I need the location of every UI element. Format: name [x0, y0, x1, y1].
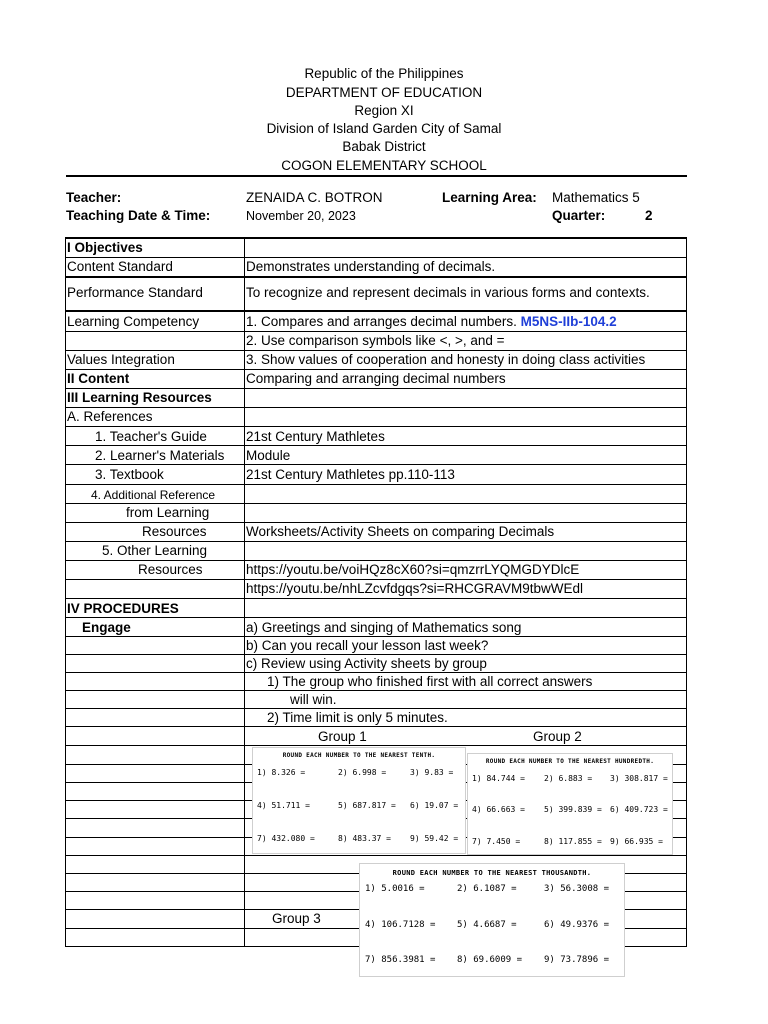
engage-label: Engage	[82, 620, 131, 635]
worksheet-nearest-thousandth	[359, 863, 625, 977]
other-resources-label: Resources	[138, 562, 203, 577]
group-3-label: Group 3	[272, 911, 321, 926]
worksheet-item: 9) 73.7896 =	[544, 955, 610, 965]
values-integration-value: 3. Show values of cooperation and honesty in doing class activities	[246, 352, 646, 367]
worksheet-item: 4) 66.663 =	[472, 805, 525, 814]
teacher-label: Teacher:	[66, 190, 122, 205]
worksheet-item: 4) 51.711 =	[257, 801, 310, 810]
other-learning-label: 5. Other Learning	[102, 543, 208, 558]
school-name: COGON ELEMENTARY SCHOOL	[281, 158, 487, 173]
quarter-label: Quarter:	[552, 208, 606, 223]
rule-1: 1) The group who finished first with all correct answers	[267, 674, 593, 689]
worksheet-item: 8) 483.37 =	[338, 834, 391, 843]
worksheet-item: 8) 117.855 =	[544, 837, 602, 846]
engage-step-b: b) Can you recall your lesson last week?	[246, 638, 489, 653]
worksheet-item: 3) 56.3008 =	[544, 884, 610, 894]
competency-text: 1. Compares and arranges decimal numbers.	[246, 314, 517, 329]
objectives-heading: I Objectives	[67, 240, 143, 255]
content-standard-label: Content Standard	[67, 259, 173, 274]
additional-reference-label: 4. Additional Reference	[91, 488, 216, 502]
group-1-label: Group 1	[318, 729, 367, 744]
comparison-symbols-value: 2. Use comparison symbols like <, >, and =	[246, 333, 505, 348]
learning-resources-heading: III Learning Resources	[67, 390, 212, 405]
group-2-label: Group 2	[533, 729, 582, 744]
resources-label: Resources	[142, 524, 207, 539]
from-learning-label: from Learning	[126, 505, 210, 520]
worksheet-nearest-tenth	[252, 747, 466, 854]
teachers-guide-label: 1. Teacher's Guide	[95, 429, 207, 444]
teaching-date-label: Teaching Date & Time:	[66, 208, 211, 223]
teaching-date-value: November 20, 2023	[246, 209, 356, 223]
video-link-1[interactable]: https://youtu.be/voiHQz8cX60?si=qmzrrLYQMGDYDlcE	[246, 562, 580, 577]
worksheet-item: 2) 6.883 =	[544, 774, 593, 783]
learning-competency-label: Learning Competency	[67, 314, 200, 329]
textbook-value: 21st Century Mathletes pp.110-113	[246, 467, 455, 482]
engage-step-c: c) Review using Activity sheets by group	[246, 656, 487, 671]
country-line: Republic of the Philippines	[304, 66, 464, 81]
header-divider	[66, 175, 687, 177]
worksheet-title: ROUND EACH NUMBER TO THE NEAREST TENTH.	[282, 752, 436, 759]
worksheet-item: 8) 69.6009 =	[457, 955, 523, 965]
learning-competency-value	[246, 314, 617, 330]
department-line: DEPARTMENT OF EDUCATION	[285, 85, 483, 100]
worksheet-item: 7) 856.3981 =	[365, 955, 436, 965]
worksheet-item: 4) 106.7128 =	[365, 920, 436, 930]
worksheet-item: 5) 399.839 =	[544, 805, 602, 814]
rule-1-cont: will win.	[290, 692, 337, 707]
worksheet-item: 5) 4.6687 =	[457, 920, 517, 930]
worksheet-item: 2) 6.1087 =	[457, 884, 517, 894]
content-heading: II Content	[67, 371, 130, 386]
worksheet-item: 6) 409.723 =	[610, 805, 668, 814]
worksheet-title: ROUND EACH NUMBER TO THE NEAREST HUNDREDTH.	[485, 758, 655, 765]
video-link-2[interactable]: https://youtu.be/nhLZcvfdgqs?si=RHCGRAVM9tbwWEdl	[246, 581, 584, 596]
worksheet-item: 9) 66.935 =	[610, 837, 663, 846]
values-integration-label: Values Integration	[67, 352, 175, 367]
learning-area-label: Learning Area:	[442, 190, 537, 205]
learning-area-value: Mathematics 5	[552, 190, 640, 205]
references-label: A. References	[67, 409, 153, 424]
engage-step-a: a) Greetings and singing of Mathematics song	[246, 620, 522, 635]
worksheet-item: 3) 9.83 =	[410, 768, 454, 777]
worksheet-item: 6) 49.9376 =	[544, 920, 610, 930]
learners-materials-label: 2. Learner's Materials	[95, 448, 225, 463]
rule-2: 2) Time limit is only 5 minutes.	[267, 710, 448, 725]
worksheet-item: 5) 687.817 =	[338, 801, 396, 810]
division-line: Division of Island Garden City of Samal	[266, 121, 502, 136]
worksheet-nearest-hundredth	[467, 753, 673, 855]
content-value: Comparing and arranging decimal numbers	[246, 371, 506, 386]
worksheet-item: 7) 7.450 =	[472, 837, 521, 846]
worksheet-item: 6) 19.07 =	[410, 801, 459, 810]
worksheet-item: 1) 84.744 =	[472, 774, 525, 783]
region-line: Region XI	[354, 103, 414, 118]
worksheet-item: 1) 5.0016 =	[365, 884, 425, 894]
worksheets-value: Worksheets/Activity Sheets on comparing Decimals	[246, 524, 555, 539]
performance-standard-label: Performance Standard	[67, 285, 203, 300]
worksheet-item: 7) 432.080 =	[257, 834, 315, 843]
worksheet-item: 9) 59.42 =	[410, 834, 459, 843]
district-line: Babak District	[342, 139, 426, 154]
quarter-value: 2	[645, 208, 653, 223]
teachers-guide-value: 21st Century Mathletes	[246, 429, 385, 444]
teacher-name: ZENAIDA C. BOTRON	[246, 190, 383, 205]
worksheet-item: 2) 6.998 =	[338, 768, 387, 777]
performance-standard-value: To recognize and represent decimals in various forms and contexts.	[246, 285, 650, 300]
textbook-label: 3. Textbook	[95, 467, 164, 482]
content-standard-value: Demonstrates understanding of decimals.	[246, 259, 496, 274]
procedures-heading: IV PROCEDURES	[67, 601, 179, 616]
worksheet-item: 3) 308.817 =	[610, 774, 668, 783]
learners-materials-value: Module	[246, 448, 291, 463]
worksheet-title: ROUND EACH NUMBER TO THE NEAREST THOUSANDTH.	[392, 869, 592, 877]
worksheet-item: 1) 8.326 =	[257, 768, 306, 777]
competency-code: M5NS-IIb-104.2	[520, 314, 617, 329]
